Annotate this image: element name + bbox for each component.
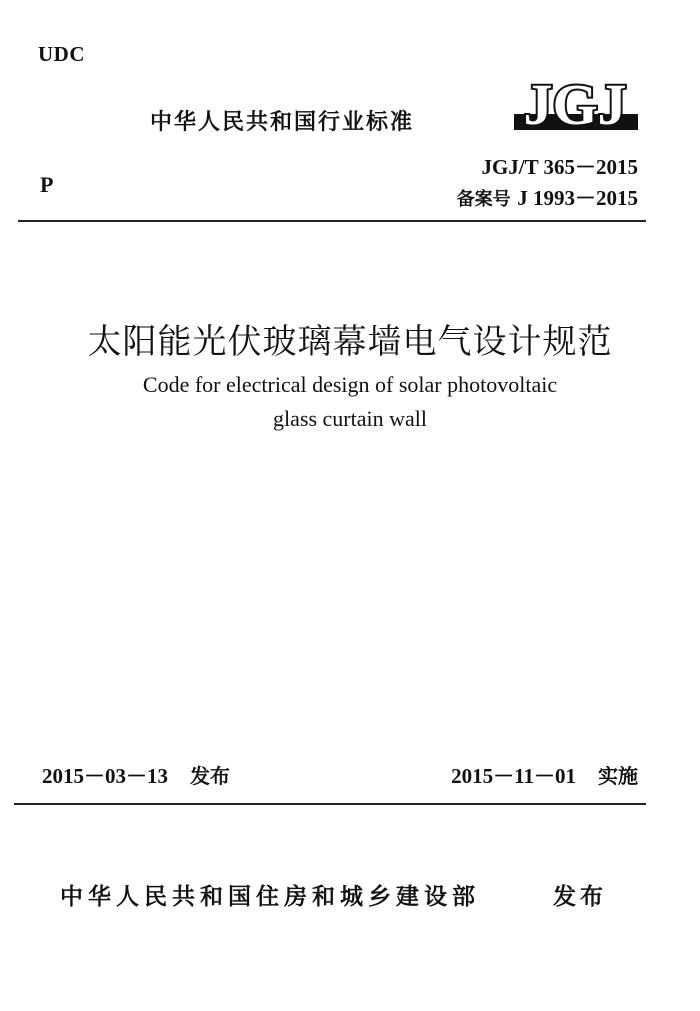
top-divider bbox=[18, 220, 646, 222]
record-number bbox=[457, 182, 638, 212]
title-chinese: 太阳能光伏玻璃幕墙电气设计规范 bbox=[87, 322, 613, 362]
jgj-logo-icon bbox=[508, 72, 642, 134]
record-value: J 1993－2015 bbox=[517, 186, 638, 210]
bottom-divider bbox=[14, 803, 646, 805]
jgj-logo bbox=[508, 72, 642, 134]
publish-date-row bbox=[42, 760, 230, 790]
implement-date-row bbox=[451, 760, 638, 790]
publish-label: 发布 bbox=[190, 764, 230, 788]
issuer-name: 中华人民共和国住房和城乡建设部 bbox=[60, 884, 480, 910]
title-english-line1: Code for electrical design of solar photovoltaic bbox=[142, 372, 558, 397]
classification-code: P bbox=[40, 172, 54, 197]
implement-date: 2015－11－01 bbox=[451, 764, 576, 788]
title-english-line2: glass curtain wall bbox=[273, 406, 427, 431]
udc-label: UDC bbox=[38, 42, 85, 66]
publish-date: 2015－03－13 bbox=[42, 764, 168, 788]
standard-type: 中华人民共和国行业标准 bbox=[150, 110, 415, 135]
record-label: 备案号 bbox=[456, 189, 511, 210]
implement-label: 实施 bbox=[598, 764, 638, 788]
logo-lettering: JGJ bbox=[523, 72, 627, 134]
issue-label: 发布 bbox=[553, 884, 607, 910]
standard-number: JGJ/T 365－2015 bbox=[481, 155, 638, 179]
